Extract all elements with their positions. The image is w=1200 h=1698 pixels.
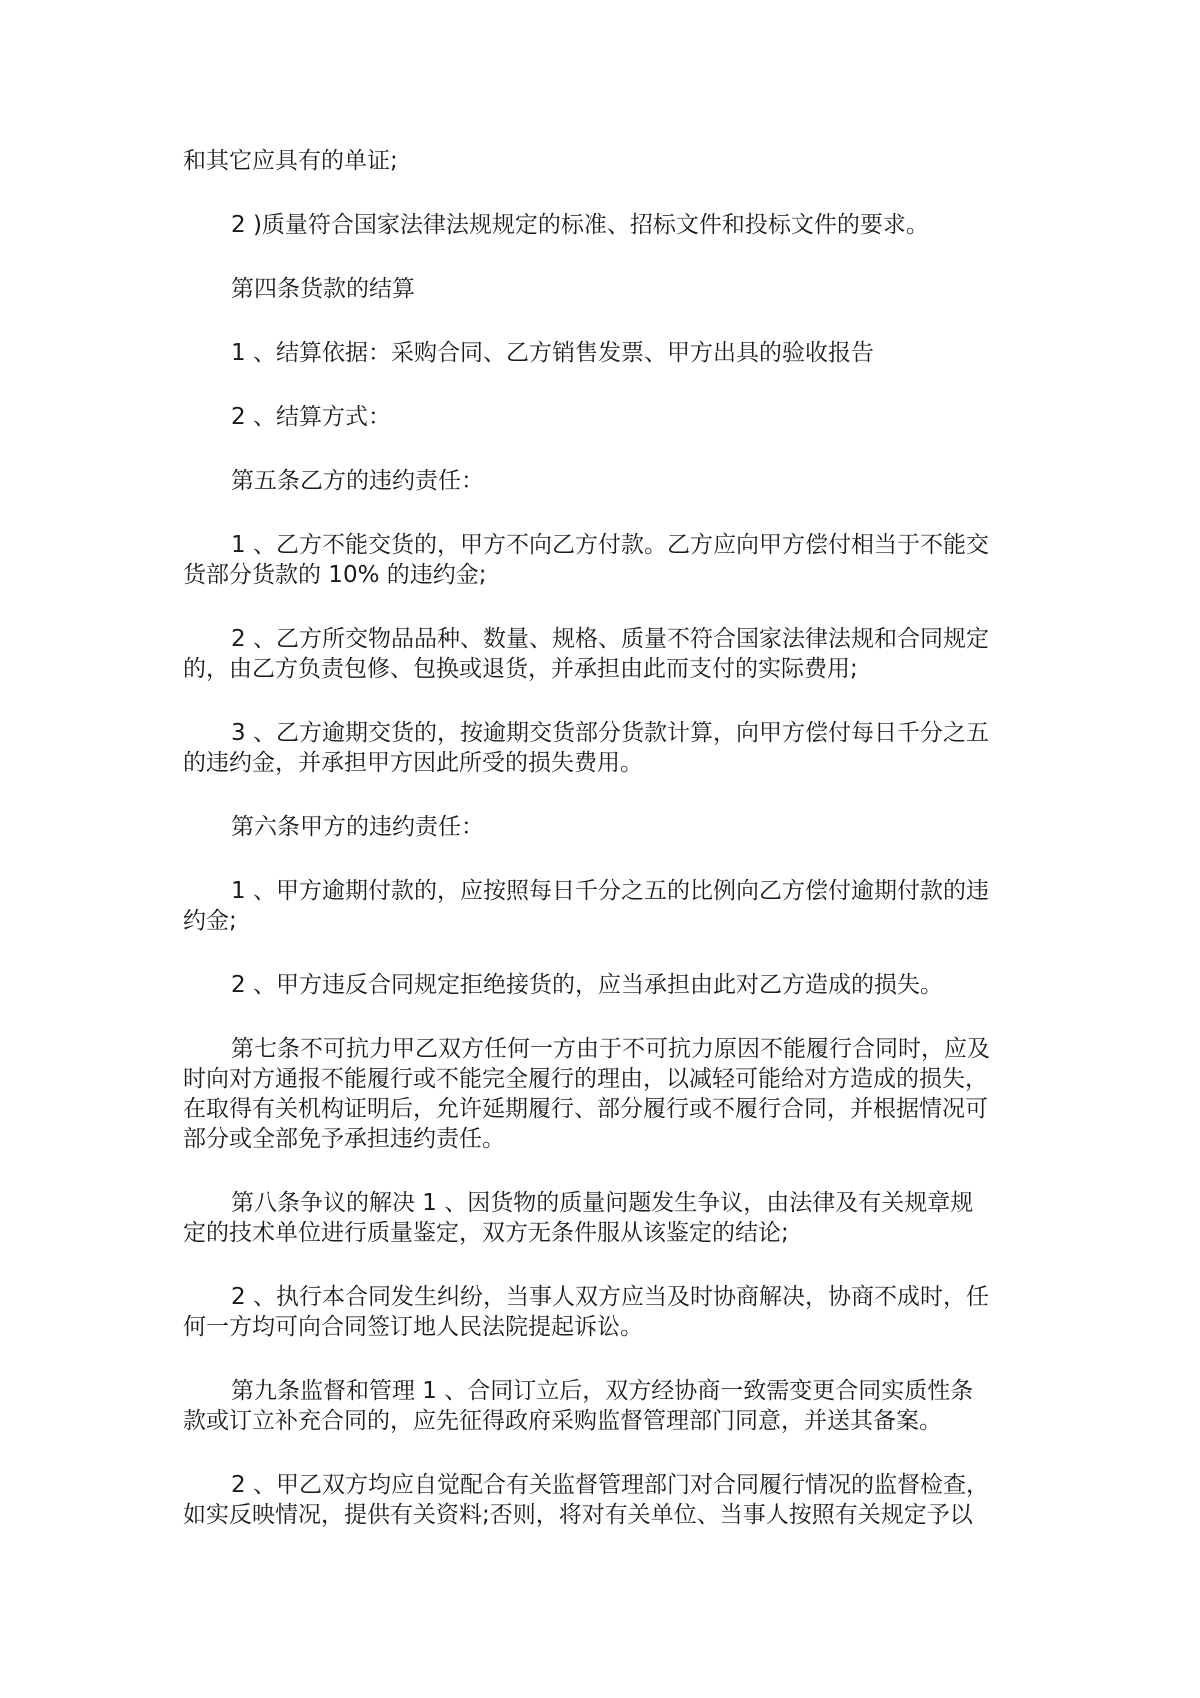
paragraph: [183, 970, 1023, 1000]
text-line: 2 )质量符合国家法律法规规定的标准、招标文件和投标文件的要求。: [231, 212, 929, 238]
text-line: 的违约金，并承担甲方因此所受的损失费用。: [183, 750, 643, 776]
text-line: 第七条不可抗力甲乙双方任何一方由于不可抗力原因不能履行合同时，应及: [231, 1036, 990, 1062]
paragraph: [183, 718, 1023, 778]
paragraph: [183, 338, 1023, 368]
text-line: 2 、乙方所交物品品种、数量、规格、质量不符合国家法律法规和合同规定: [231, 626, 989, 652]
text-line: 2 、甲乙双方均应自觉配合有关监督管理部门对合同履行情况的监督检查，: [231, 1472, 989, 1498]
paragraph: [183, 1188, 1023, 1248]
text-line: 部分或全部免予承担违约责任。: [183, 1126, 505, 1152]
paragraph: [183, 402, 1023, 432]
text-line: 在取得有关机构证明后，允许延期履行、部分履行或不履行合同，并根据情况可: [183, 1096, 988, 1122]
text-line: 3 、乙方逾期交货的，按逾期交货部分货款计算，向甲方偿付每日千分之五: [231, 720, 989, 746]
text-line: 第六条甲方的违约责任：: [231, 814, 484, 840]
text-line: 的，由乙方负责包修、包换或退货，并承担由此而支付的实际费用;: [183, 656, 858, 682]
paragraph: [183, 274, 1023, 304]
paragraph: [183, 1376, 1023, 1436]
text-line: 第八条争议的解决 1 、因货物的质量问题发生争议，由法律及有关规章规: [231, 1190, 974, 1216]
text-line: 定的技术单位进行质量鉴定，双方无条件服从该鉴定的结论;: [183, 1220, 789, 1246]
paragraph: [183, 146, 1023, 176]
paragraph: [183, 210, 1023, 240]
paragraph: [183, 624, 1023, 684]
paragraph: [183, 1282, 1023, 1342]
text-line: 1 、乙方不能交货的，甲方不向乙方付款。乙方应向甲方偿付相当于不能交: [231, 532, 989, 558]
text-line: 1 、甲方逾期付款的，应按照每日千分之五的比例向乙方偿付逾期付款的违: [231, 878, 989, 904]
text-line: 1 、结算依据：采购合同、乙方销售发票、甲方出具的验收报告: [231, 340, 874, 366]
text-line: 约金;: [183, 908, 237, 934]
paragraph: [183, 1470, 1023, 1530]
text-line: 2 、甲方违反合同规定拒绝接货的，应当承担由此对乙方造成的损失。: [231, 972, 943, 998]
text-line: 款或订立补充合同的，应先征得政府采购监督管理部门同意，并送其备案。: [183, 1408, 942, 1434]
document-body: [183, 146, 1023, 1564]
text-line: 和其它应具有的单证;: [183, 148, 398, 174]
text-line: 2 、执行本合同发生纠纷，当事人双方应当及时协商解决，协商不成时，任: [231, 1284, 989, 1310]
text-line: 2 、结算方式：: [231, 404, 391, 430]
paragraph: [183, 812, 1023, 842]
paragraph: [183, 1034, 1023, 1154]
text-line: 如实反映情况，提供有关资料;否则，将对有关单位、当事人按照有关规定予以: [183, 1502, 973, 1528]
text-line: 时向对方通报不能履行或不能完全履行的理由，以减轻可能给对方造成的损失，: [183, 1066, 988, 1092]
text-line: 货部分货款的 10% 的违约金;: [183, 562, 487, 588]
text-line: 第五条乙方的违约责任：: [231, 468, 484, 494]
text-line: 第四条货款的结算: [231, 276, 415, 302]
paragraph: [183, 466, 1023, 496]
text-line: 第九条监督和管理 1 、合同订立后，双方经协商一致需变更合同实质性条: [231, 1378, 974, 1404]
paragraph: [183, 876, 1023, 936]
text-line: 何一方均可向合同签订地人民法院提起诉讼。: [183, 1314, 643, 1340]
paragraph: [183, 530, 1023, 590]
